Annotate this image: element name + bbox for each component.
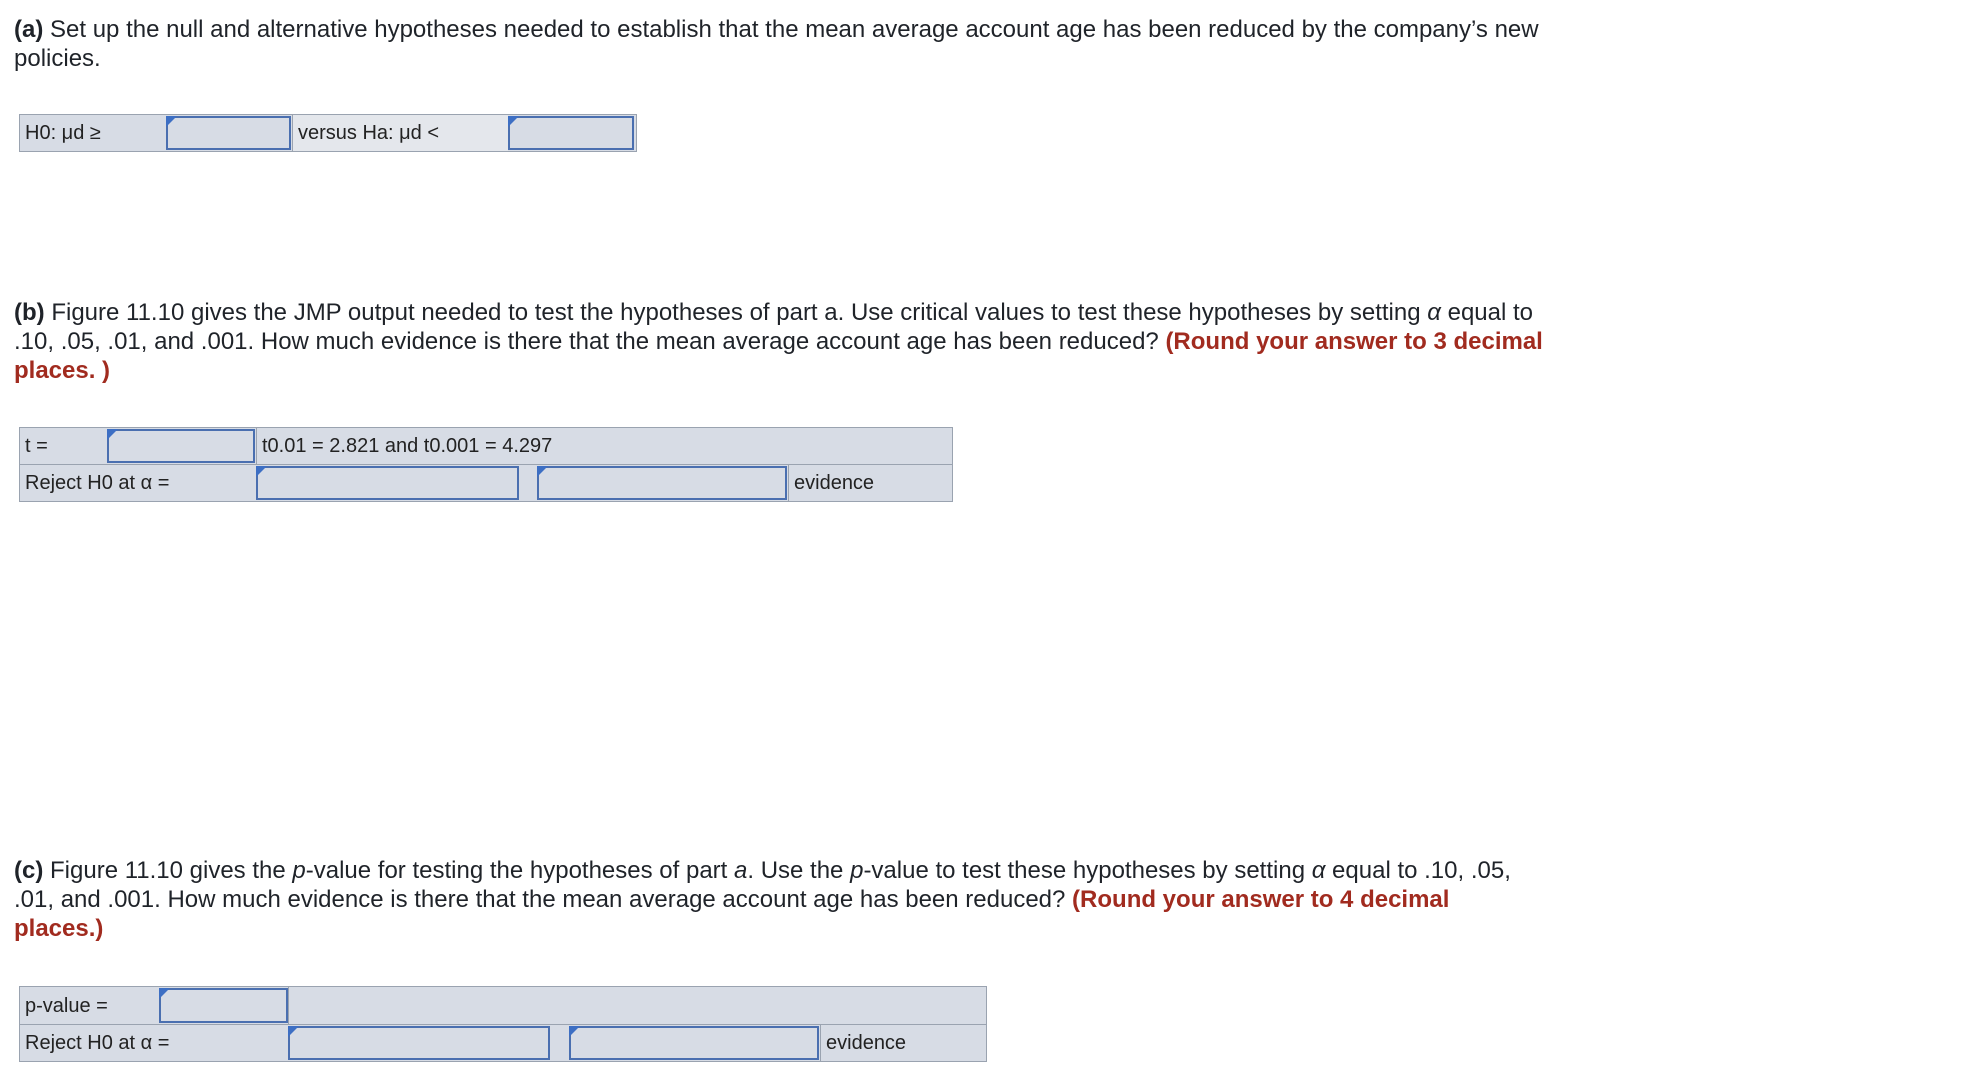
t-value-input[interactable] <box>107 429 255 463</box>
h0-label: H0: μd ≥ <box>25 122 101 144</box>
part-a-hypotheses-table <box>19 114 637 152</box>
part-b-text: Figure 11.10 gives the JMP output needed to test the hypotheses of part a. Use critical values to test these hypotheses by setting <box>44 299 1428 326</box>
evidence-label-c: evidence <box>826 1032 907 1054</box>
part-c-p-italic-2: p <box>850 857 864 884</box>
reject-alpha-input-2[interactable] <box>537 466 787 500</box>
reject-alpha-input-c-1[interactable] <box>288 1026 550 1060</box>
part-b-answer-table <box>19 427 953 502</box>
critical-values-text: t0.01 = 2.821 and t0.001 = 4.297 <box>262 435 553 457</box>
reject-alpha-input-1[interactable] <box>256 466 519 500</box>
pvalue-input[interactable] <box>159 988 288 1023</box>
part-c-text-2: -value for testing the hypotheses of part <box>305 857 734 884</box>
part-b-alpha: α <box>1427 299 1441 326</box>
part-c-text-1: Figure 11.10 gives the <box>43 857 293 884</box>
reject-alpha-input-c-2[interactable] <box>569 1026 819 1060</box>
pvalue-divider <box>288 987 289 1024</box>
part-b-round-note: (Round your answer to 3 decimal places. ) <box>14 328 1543 384</box>
part-c-text-3: . Use the <box>747 857 851 884</box>
part-a-question <box>14 15 1544 73</box>
evidence-label: evidence <box>794 472 875 494</box>
part-c-label: (c) <box>14 857 44 884</box>
part-a-label: (a) <box>14 16 44 43</box>
reject-h0-label-c: Reject H0 at α = <box>25 1032 170 1054</box>
t-label: t = <box>25 435 48 457</box>
part-b-question <box>14 298 1544 385</box>
part-b-text-2: equal to .10, .05, .01, and .001. How much evidence is there that the mean average account age has been reduced? <box>14 299 1534 355</box>
h0-value-input[interactable] <box>166 116 291 150</box>
part-c-round-note: (Round your answer to 4 decimal places.) <box>14 886 1450 942</box>
reject-h0-label: Reject H0 at α = <box>25 472 170 494</box>
part-c-text-5: equal to .10, .05, .01, and .001. How much evidence is there that the mean average account age has been reduced? <box>14 857 1511 913</box>
pvalue-label: p-value = <box>25 994 108 1017</box>
ha-value-input[interactable] <box>508 116 634 150</box>
part-c-p-italic: p <box>292 857 306 884</box>
part-c-answer-table <box>19 986 987 1062</box>
part-a-text: Set up the null and alternative hypotheses needed to establish that the mean average account age has been reduced by the company’s new policies. <box>14 16 1539 72</box>
part-c-alpha: α <box>1311 857 1326 884</box>
ha-label: versus Ha: μd < <box>293 115 508 151</box>
part-b-label: (b) <box>14 299 45 326</box>
part-c-question <box>14 856 1544 943</box>
part-c-a-italic: a <box>734 857 748 884</box>
part-c-text-4: -value to test these hypotheses by setting <box>863 857 1312 884</box>
